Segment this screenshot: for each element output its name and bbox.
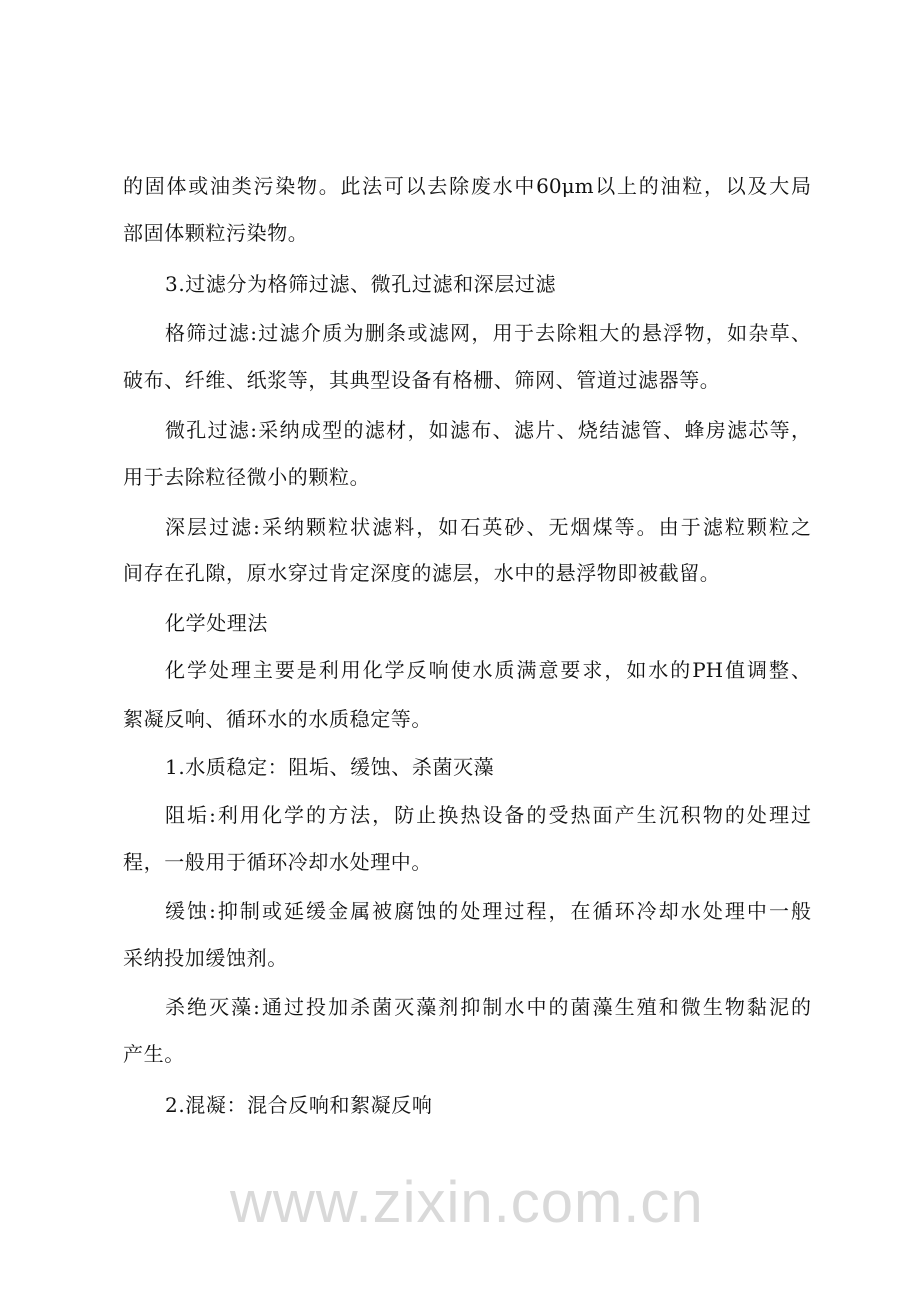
paragraph-line: 杀绝灭藻:通过投加杀菌灭藻剂抑制水中的菌藻生殖和微生物黏泥的 <box>165 995 811 1019</box>
paragraph-line: 程，一般用于循环冷却水处理中。 <box>123 850 432 874</box>
paragraph-line: 破布、纤维、纸浆等，其典型设备有格栅、筛网、管道过滤器等。 <box>123 368 721 392</box>
paragraph-line: 产生。 <box>123 1042 185 1066</box>
paragraph-line: 化学处理主要是利用化学反响使水质满意要求，如水的PH值调整、 <box>165 658 811 682</box>
paragraph-line: 阻垢:利用化学的方法，防止换热设备的受热面产生沉积物的处理过 <box>165 803 811 827</box>
paragraph-line: 采纳投加缓蚀剂。 <box>123 946 288 970</box>
paragraph-line: 絮凝反响、循环水的水质稳定等。 <box>123 707 432 731</box>
paragraph-line: 部固体颗粒污染物。 <box>123 221 309 245</box>
paragraph-line: 间存在孔隙，原水穿过肯定深度的滤层，水中的悬浮物即被截留。 <box>123 561 721 585</box>
section-heading: 1.水质稳定：阻垢、缓蚀、杀菌灭藻 <box>165 755 495 779</box>
paragraph-line: 缓蚀:抑制或延缓金属被腐蚀的处理过程，在循环冷却水处理中一般 <box>165 899 811 923</box>
paragraph-line: 用于去除粒径微小的颗粒。 <box>123 465 371 489</box>
section-heading: 化学处理法 <box>165 611 268 635</box>
section-heading: 2.混凝：混合反响和絮凝反响 <box>165 1093 433 1117</box>
paragraph-line: 深层过滤:采纳颗粒状滤料，如石英砂、无烟煤等。由于滤粒颗粒之 <box>165 515 811 539</box>
paragraph-line: 格筛过滤:过滤介质为删条或滤网，用于去除粗大的悬浮物，如杂草、 <box>165 321 811 345</box>
paragraph-line: 微孔过滤:采纳成型的滤材，如滤布、滤片、烧结滤管、蜂房滤芯等， <box>165 418 811 442</box>
watermark: www.zixin.com.cn <box>230 1170 704 1235</box>
paragraph-line: 的固体或油类污染物。此法可以去除废水中60μm以上的油粒，以及大局 <box>123 174 811 198</box>
section-heading: 3.过滤分为格筛过滤、微孔过滤和深层过滤 <box>165 272 557 296</box>
